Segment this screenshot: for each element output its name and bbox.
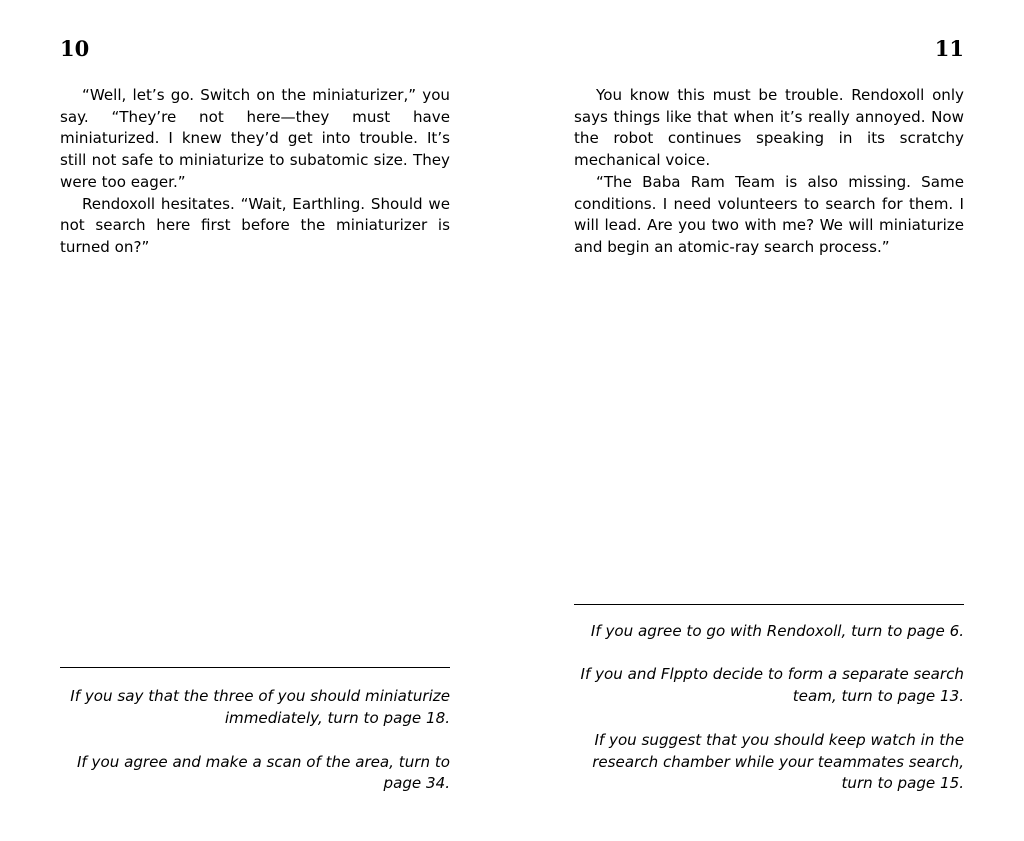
choice-link[interactable]: If you agree and make a scan of the area, turn to page 34. (76, 752, 450, 793)
left-page-body (60, 85, 450, 259)
choice-link[interactable]: If you suggest that you should keep watch in the research chamber while your teammates search, turn to page 15. (592, 730, 964, 793)
page-number-right: 11 (934, 36, 964, 61)
paragraph: Rendoxoll hesitates. “Wait, Earthling. Should we not search here first before the miniaturizer is turned on?” (60, 194, 450, 257)
right-page-inner (574, 38, 964, 811)
paragraph: You know this must be trouble. Rendoxoll only says things like that when it’s really annoyed. Now the robot continues speaking in its scratchy mechanical voice. (574, 86, 964, 170)
choice-link[interactable]: If you and Flppto decide to form a separate search team, turn to page 13. (580, 665, 964, 706)
right-page-choices (574, 604, 964, 795)
left-page-choices (60, 667, 450, 795)
paragraph: “Well, let’s go. Switch on the miniaturizer,” you say. “They’re not here—they must have miniaturized. I knew they’d get into trouble. It’s still not safe to miniaturize to subatomic size. They were too eager.” (60, 86, 450, 191)
right-page (512, 0, 1024, 841)
choices-divider (60, 667, 450, 668)
paragraph: “The Baba Ram Team is also missing. Same conditions. I need volunteers to search for them. I will lead. Are you two with me? We will miniaturize and begin an atomic-ray search process.” (574, 172, 964, 257)
choice-link[interactable]: If you say that the three of you should miniaturize immediately, turn to page 18. (70, 687, 450, 727)
choices-divider (574, 604, 964, 605)
page-number-left: 10 (60, 36, 90, 61)
right-page-body (574, 85, 964, 259)
left-page-inner (60, 38, 450, 811)
choice-link[interactable]: If you agree to go with Rendoxoll, turn to page 6. (590, 621, 964, 640)
